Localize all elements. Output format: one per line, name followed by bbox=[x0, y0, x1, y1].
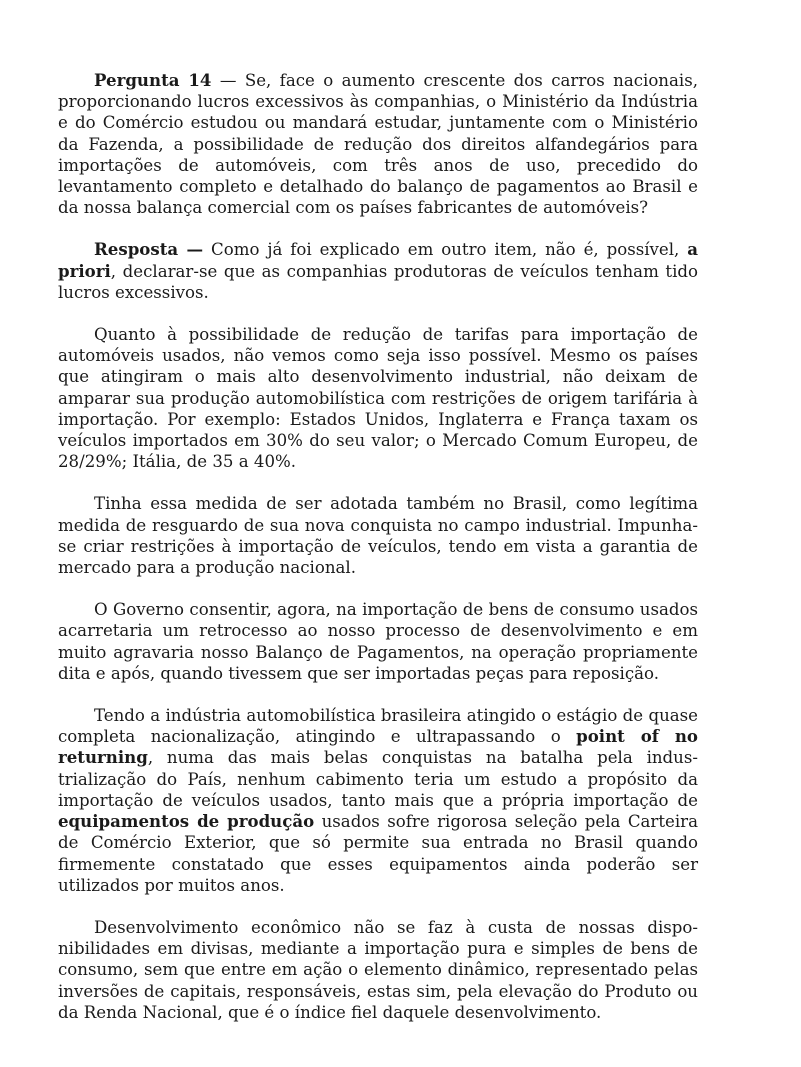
answer-text-2: , declarar-se que as companhias produtoras de veículos tenham tido lucros excessivos. bbox=[58, 261, 698, 302]
answer-label: Resposta — bbox=[94, 239, 204, 260]
paragraph-desenvolvimento bbox=[58, 917, 698, 1023]
answer-text-1: Como já foi explicado em outro item, não é, possível, bbox=[203, 240, 688, 260]
question-label: Pergunta 14 bbox=[94, 70, 212, 90]
paragraph-pergunta-14 bbox=[58, 70, 698, 218]
paragraph-resposta bbox=[58, 239, 698, 303]
paragraph-text: O Governo consentir, agora, na importação de bens de consumo usados acarretaria um retrocesso ao nosso processo de desenvolvimento e em muito agravaria nosso Balanço de Pagamentos, na operação propriamente dita e após, quando tivessem que ser importadas peças para reposição. bbox=[58, 600, 698, 683]
paragraph-governo bbox=[58, 599, 698, 684]
paragraph-industria bbox=[58, 705, 698, 896]
point-of-no-returning-term: point of no returning bbox=[58, 726, 698, 768]
a-priori-term: a priori bbox=[58, 239, 698, 281]
question-text: — Se, face o aumento crescente dos carros nacionais, proporcionando lucros excessivos às companhias, o Ministério da Indústria e do Comércio estudou ou mandará estudar, juntamente com o Ministério da Fazenda, a possibilidade de redução dos direitos alfandegários para importações de automóveis, com três anos de uso, precedido do levantamento completo e detalhado do balanço de pagamentos ao Brasil e da nossa balança comercial com os países fabricantes de automóveis? bbox=[58, 71, 698, 218]
paragraph-medida bbox=[58, 493, 698, 578]
paragraph-text: Tinha essa medida de ser adotada também no Brasil, como legítima medida de resguardo de sua nova conquista no campo industrial. Impunha-se criar restrições à importação de veículos, tendo em vista a garantia de mercado para a produção nacional. bbox=[58, 494, 698, 578]
equipamentos-term: equipamentos de produção bbox=[58, 811, 315, 832]
paragraph-text-1: Tendo a indústria automobilística brasileira atingido o estágio de quase completa nacionalização, atingindo e ultrapassando o bbox=[58, 706, 698, 747]
paragraph-text: Desenvolvimento econômico não se faz à custa de nossas disponibilidades em divisas, mediante a importação pura e simples de bens de consumo, sem que entre em ação o elemento dinâmico, representado pelas inversões de capitais, responsáveis, estas sim, pela elevação do Produto ou da Renda Nacional, que é o índice fiel daquele desenvolvimento. bbox=[58, 917, 698, 1022]
paragraph-text: Quanto à possibilidade de redução de tarifas para importação de automóveis usados, não vemos como seja isso possível. Mesmo os países que atingiram o mais alto desenvolvimento industrial, não deixam de amparar sua produção automobilística com restrições de origem tarifária à importação. Por exemplo: Estados Unidos, Inglaterra e França taxam os veículos importados em 30% do seu valor; o Mercado Comum Europeu, de 28/29%; Itália, de 35 a 40%. bbox=[58, 325, 698, 472]
paragraph-text-2: , numa das mais belas conquistas na batalha pela industrialização do País, nenhum cabimento teria um estudo a propósito da importação de veículos usados, tanto mais que a própria importação de bbox=[58, 748, 698, 810]
paragraph-text-3: usados sofre rigorosa seleção pela Carteira de Comércio Exterior, que só permite sua entrada no Brasil quando firmemente constatado que esses equipamentos ainda poderão ser utilizados por muitos anos. bbox=[58, 812, 698, 895]
document-page bbox=[58, 70, 698, 1023]
paragraph-tarifas bbox=[58, 324, 698, 472]
